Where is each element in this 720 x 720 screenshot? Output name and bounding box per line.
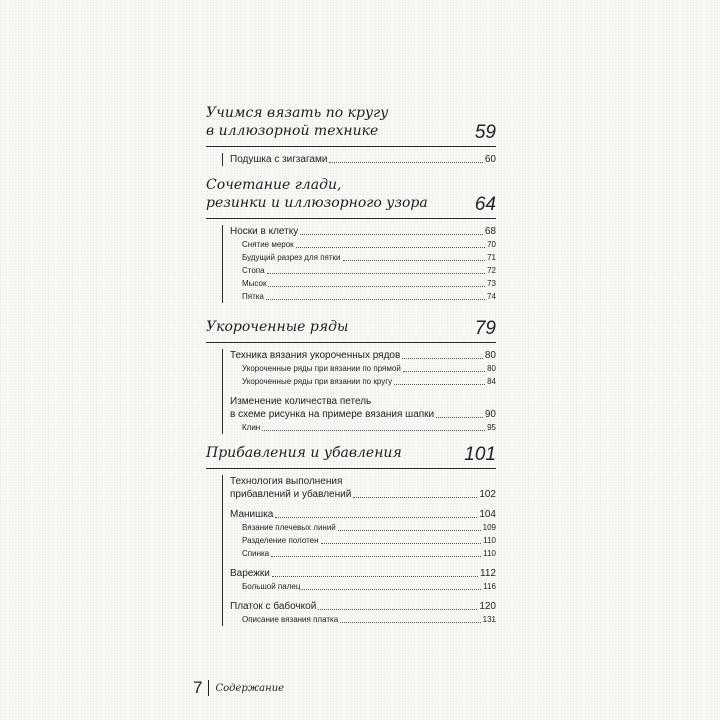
toc-subentry[interactable]: Большой палец 116: [242, 582, 496, 591]
toc-section-circular: [206, 104, 496, 166]
page-footer: [193, 678, 284, 698]
section-title: Учимся вязать по кругу в иллюзорной технике 59: [206, 105, 496, 143]
toc-entry[interactable]: Изменение количества петель: [230, 396, 372, 407]
toc-subentry[interactable]: Спинка 110: [242, 549, 496, 558]
toc-entry[interactable]: Манишка 104: [230, 509, 496, 520]
toc-entry[interactable]: Технология выполнения: [230, 476, 343, 487]
toc-subentry[interactable]: Клин 95: [242, 423, 496, 432]
toc-subentry[interactable]: Стопа 72: [242, 266, 496, 275]
toc-subentry[interactable]: Снятие мерок 70: [242, 240, 496, 249]
toc-subentry[interactable]: Пятка 74: [242, 292, 496, 301]
section-divider: [206, 146, 496, 147]
section-page-number: 79: [474, 318, 496, 339]
toc-subentry[interactable]: Описание вязания платка 131: [242, 615, 496, 624]
toc-subentry[interactable]: Укороченные ряды при вязании по кругу 84: [242, 377, 496, 386]
toc-entry[interactable]: Техника вязания укороченных рядов 80: [230, 350, 496, 361]
entry-group: [222, 225, 496, 303]
section-title: Сочетание глади, резинки и иллюзорного узора 64: [206, 177, 496, 215]
toc-entry[interactable]: Платок с бабочкой 120: [230, 601, 496, 612]
entry-group: [222, 475, 496, 626]
section-page-number: 59: [474, 122, 496, 143]
toc-entry[interactable]: Носки в клетку 68: [230, 226, 496, 237]
toc-subentry[interactable]: Разделение полотен 110: [242, 536, 496, 545]
section-page-number: 101: [464, 444, 496, 465]
toc-section-increases: [206, 444, 496, 626]
section-title: Укороченные ряды 79: [206, 318, 496, 339]
section-page-number: 64: [474, 194, 496, 215]
toc-section-short-rows: [206, 318, 496, 434]
section-divider: [206, 468, 496, 469]
toc-subentry[interactable]: Мысок 73: [242, 279, 496, 288]
section-divider: [206, 218, 496, 219]
toc-entry[interactable]: Варежки 112: [230, 568, 496, 579]
footer-label: Содержание: [215, 682, 285, 694]
entry-group: [222, 153, 496, 166]
footer-divider: [208, 680, 209, 696]
toc-section-combination: [206, 176, 496, 303]
toc-entry-continued[interactable]: в схеме рисунка на примере вязания шапки 90: [230, 409, 496, 420]
toc-entry[interactable]: Подушка с зигзагами 60: [230, 154, 496, 165]
page-number: 7: [193, 678, 203, 697]
section-divider: [206, 342, 496, 343]
section-title: Прибавления и убавления 101: [206, 444, 496, 465]
entry-group: [222, 349, 496, 434]
toc-entry-continued[interactable]: прибавлений и убавлений 102: [230, 489, 496, 500]
toc-subentry[interactable]: Укороченные ряды при вязании по прямой 80: [242, 364, 496, 373]
toc-subentry[interactable]: Вязание плечевых линий 109: [242, 523, 496, 532]
toc-subentry[interactable]: Будущий разрез для пятки 71: [242, 253, 496, 262]
